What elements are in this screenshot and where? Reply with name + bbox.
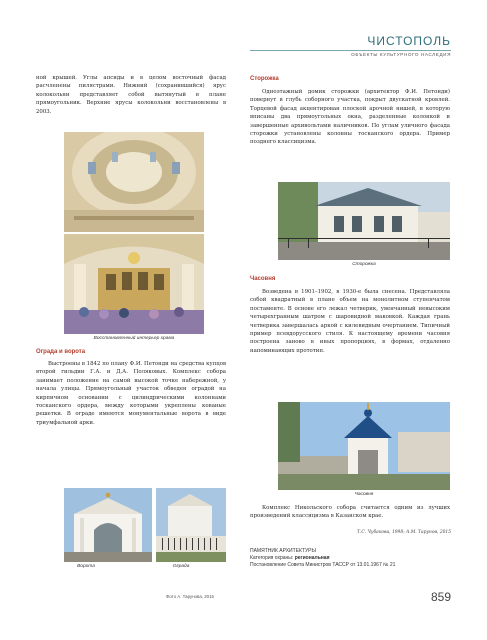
caption-chapel: Часовня <box>354 492 374 497</box>
author-credit: Т.С. Чубакова, 1998; А.М. Тарунов, 2015 <box>357 530 451 535</box>
header-rule <box>250 50 451 51</box>
caption-lodge: Сторожка <box>352 262 376 267</box>
section-heading-chapel: Часовня <box>250 276 276 282</box>
chapel-paragraph: Возведена в 1901–1902, в 1930-е была снесена. Представляла собой квадратный в плане объем на монолитном ступенчатом постаменте. В основе его лежал четверик, увенчанный невысоким четырехгранным шатром с шаровидной маковкой. Каждая грань четверика завершалась аркой с килевидным очертанием. Типичный пример псевдорусского стиля. К настоящему времени часовня построена заново в иных пропорциях, в формах, отдаленно напоминающих прототип. <box>250 289 450 354</box>
page-number: 859 <box>430 590 451 604</box>
running-header-subtitle: ОБЪЕКТЫ КУЛЬТУРНОГО НАСЛЕДИЯ <box>351 52 451 57</box>
intro-paragraph: ной крышей. Углы апсиды и в целом восточный фасад расчленены пилястрами. Нижний (сохранившийся) ярус колокольни представляет собой вытянутый в плане прямоугольник. Верхние ярусы колокольни восстановлены в 2003. <box>36 75 226 115</box>
decree-reference: Постановление Совета Министров ТАССР от 13.01.1967 № 21 <box>250 562 396 568</box>
category-prefix: Категория охраны: <box>250 555 294 561</box>
photo-chapel <box>278 402 450 490</box>
summary-paragraph: Комплекс Никольского собора считается одним из лучших произведений классицизма в Казанском крае. <box>250 505 450 520</box>
caption-interior: Восстановленный интерьер храма <box>93 336 175 341</box>
photo-credit: Фото А. Тарунова, 2015 <box>166 594 214 599</box>
protection-category <box>250 555 450 562</box>
photo-gate <box>64 488 152 562</box>
running-header-title: ЧИСТОПОЛЬ <box>367 34 451 48</box>
photo-lodge <box>278 182 450 260</box>
monument-label: ПАМЯТНИК АРХИТЕКТУРЫ <box>250 548 316 554</box>
fence-paragraph: Выстроены в 1842 по плану Ф.И. Петонди на средства купцов второй гильдии Г.А. и Д.А. Поляковых. Комплекс собора занимает положение на самой высокой точке набережной, у начала улицы. Прямоугольный участок обведен оградой на кирпичном основании с цилиндрическими колоннами тосканского ордера, между которыми укреплены кованые решетки. В ограде имеются монументальные ворота в виде триумфальной арки. <box>36 361 226 426</box>
lodge-paragraph: Одноэтажный домик сторожки (архитектор Ф.И. Петонди) повернут в глубь соборного участка, покрыт двускатной кровлей. Торцевой фасад акцентирован плоской арочной нишей, в которую вписаны два прямоугольных окна, разделенные колонкой и завершенные архивольтами наличников. По углам уличного фасада сторожки установлены колонны тосканского ордера. Пример позднего классицизма. <box>250 89 450 146</box>
category-value: региональная <box>294 555 330 561</box>
caption-fence: Ограда <box>172 564 190 569</box>
photo-interior-dome <box>64 132 204 232</box>
caption-gate: Ворота <box>77 564 95 569</box>
photo-fence <box>156 488 226 562</box>
photo-interior-iconostasis <box>64 234 204 334</box>
monument-info <box>250 548 450 569</box>
section-heading-fence: Ограда и ворота <box>36 349 86 355</box>
section-heading-lodge: Сторожка <box>250 76 279 82</box>
